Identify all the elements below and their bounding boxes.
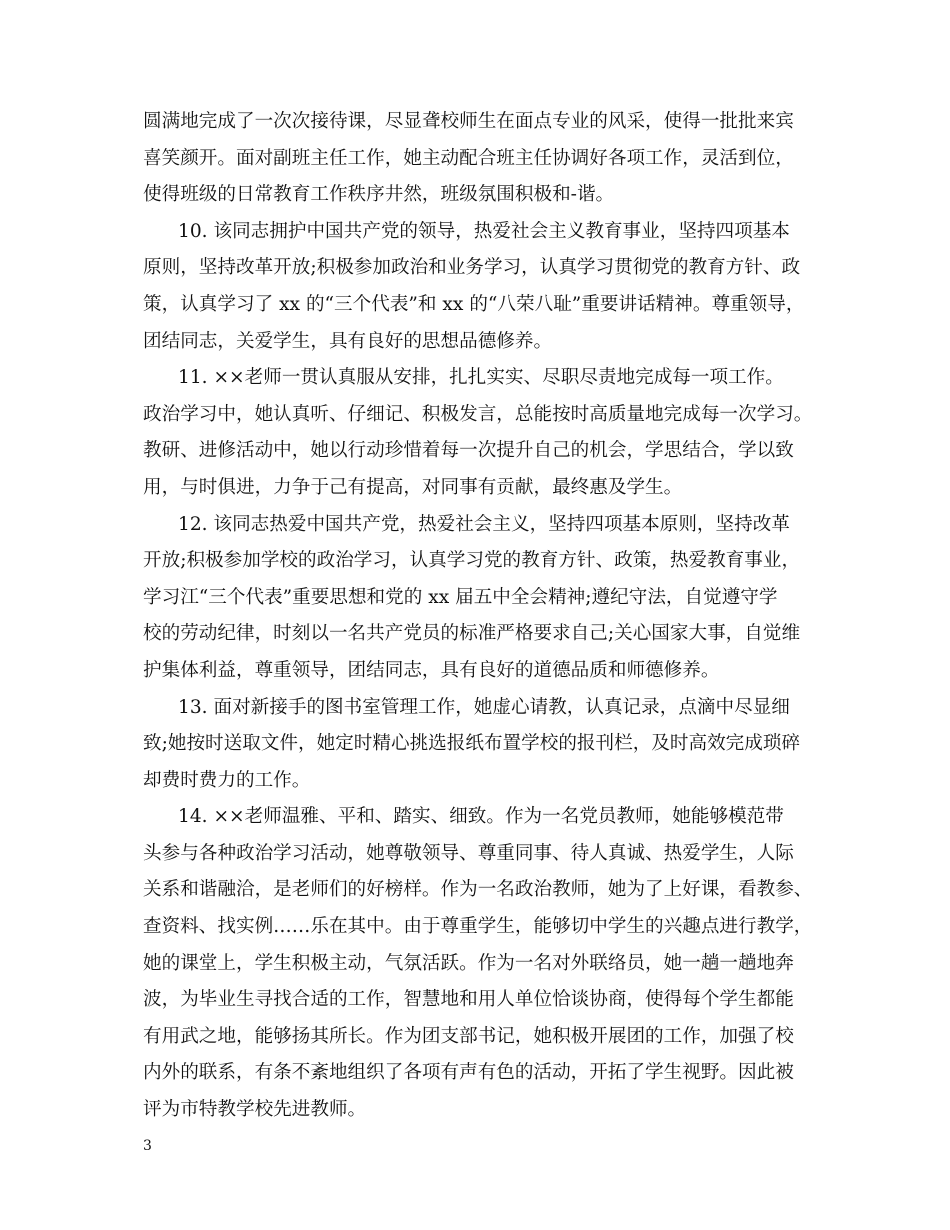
text-line: 她的课堂上，学生积极主动，气氛活跃。作为一名对外联络员，她一趟一趟地奔: [143, 952, 794, 974]
text-line: 政治学习中，她认真听、仔细记、积极发言，总能按时高质量地完成每一次学习。: [143, 403, 813, 425]
text-line: 13. 面对新接手的图书室管理工作，她虚心请教，认真记录，点滴中尽显细: [178, 696, 790, 718]
text-line: 使得班级的日常教育工作秩序井然，班级氛围积极和-谐。: [143, 184, 615, 206]
text-line: 开放;积极参加学校的政治学习，认真学习党的教育方针、政策，热爱教育事业，: [143, 550, 801, 572]
text-line: 圆满地完成了一次次接待课，尽显聋校师生在面点专业的风采，使得一批批来宾: [143, 111, 794, 132]
text-line: 致;她按时送取文件，她定时精心挑选报纸布置学校的报刊栏，及时高效完成琐碎: [143, 733, 801, 755]
text-line: 用，与时俱进，力争于己有提高，对同事有贡献，最终惠及学生。: [143, 476, 683, 498]
text-line: 团结同志，关爱学生，具有良好的思想品德修养。: [143, 330, 553, 352]
text-line: 原则，坚持改革开放;积极参加政治和业务学习，认真学习贯彻党的教育方针、政: [143, 257, 801, 279]
text-line: 查资料、找实例……乐在其中。由于尊重学生，能够切中学生的兴趣点进行教学，: [143, 916, 813, 938]
text-line: 策，认真学习了 xx 的“三个代表”和 xx 的“八荣八耻”重要讲话精神。尊重领导，: [143, 293, 805, 315]
text-line: 内外的联系，有条不紊地组织了各项有声有色的活动，开拓了学生视野。因此被: [143, 1062, 794, 1084]
page-number: 3: [143, 1138, 152, 1154]
text-line: 评为市特教学校先进教师。: [143, 1099, 367, 1121]
text-line: 头参与各种政治学习活动，她尊敬领导、尊重同事、待人真诚、热爱学生，人际: [143, 842, 794, 864]
text-line: 喜笑颜开。面对副班主任工作，她主动配合班主任协调好各项工作，灵活到位，: [143, 147, 794, 169]
text-line: 有用武之地，能够扬其所长。作为团支部书记，她积极开展团的工作，加强了校: [143, 1025, 794, 1047]
text-line: 12. 该同志热爱中国共产党，热爱社会主义，坚持四项基本原则，坚持改革: [178, 513, 790, 535]
text-line: 10. 该同志拥护中国共产党的领导，热爱社会主义教育事业，坚持四项基本: [178, 220, 790, 242]
text-line: 波，为毕业生寻找合适的工作，智慧地和用人单位恰谈协商，使得每个学生都能: [143, 989, 794, 1011]
text-line: 14. ××老师温雅、平和、踏实、细致。作为一名党员教师，她能够模范带: [178, 806, 784, 828]
text-line: 却费时费力的工作。: [143, 769, 311, 791]
text-line: 护集体利益，尊重领导，团结同志，具有良好的道德品质和师德修养。: [143, 659, 720, 681]
text-line: 关系和谐融洽，是老师们的好榜样。作为一名政治教师，她为了上好课，看教参、: [143, 879, 813, 901]
text-line: 教研、进修活动中，她以行动珍惜着每一次提升自己的机会，学思结合，学以致: [143, 440, 794, 462]
text-line: 11. ××老师一贯认真服从安排，扎扎实实、尽职尽责地完成每一项工作。: [178, 367, 784, 389]
document-body: [143, 104, 823, 1129]
text-line: 校的劳动纪律，时刻以一名共产党员的标准严格要求自己;关心国家大事，自觉维: [143, 623, 801, 645]
text-line: 学习江“三个代表”重要思想和党的 xx 届五中全会精神;遵纪守法，自觉遵守学: [143, 586, 778, 608]
